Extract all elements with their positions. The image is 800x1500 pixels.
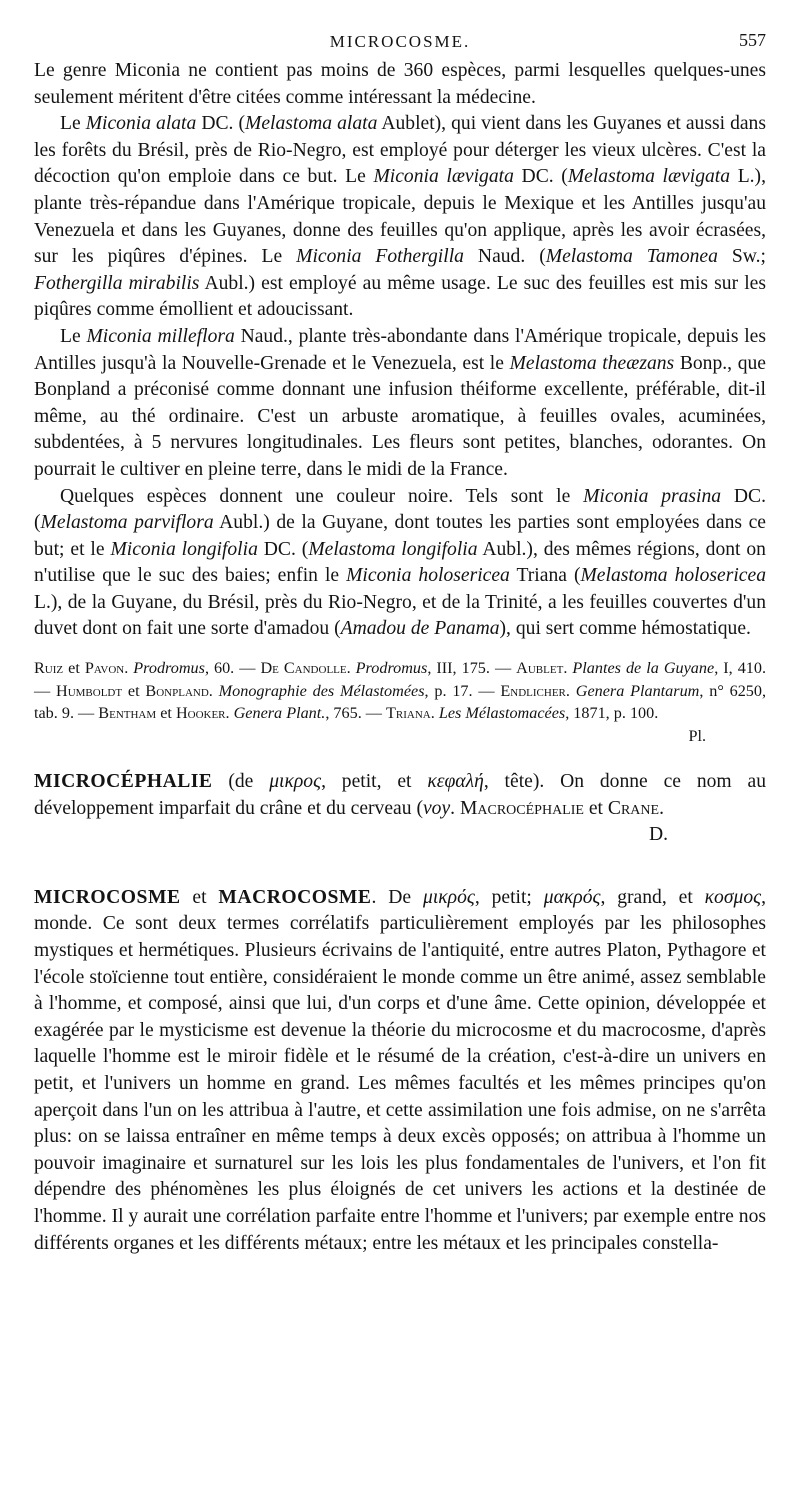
italic-term: Miconia longifolia (110, 538, 258, 560)
italic-term: Melastoma lævigata (567, 166, 731, 188)
italic-term: μικρος (269, 771, 322, 793)
text-run: Aubl.), des mêmes régions, dont on n'utilise que le suc des baies; enfin le (34, 538, 766, 587)
author-name: Humboldt (56, 681, 123, 700)
text-run: L.), plante très-répandue dans l'Amérique tropicale, depuis le Mexique et les Antilles jusqu'au Venezuela et dans les Guyanes, donne des feuilles qu'on applique, après les avoir écrasées, sur les piqûres d'épines. Le (34, 166, 766, 268)
text-run: . (225, 704, 234, 723)
author-signature: Pl. (688, 726, 706, 745)
italic-term: Amadou de Panama (340, 618, 500, 640)
italic-term: Miconia holosericea (346, 565, 510, 587)
italic-term: κοσμος (704, 886, 762, 908)
text-run: Bonp., que Bonpland a préconisé comme donnant une infusion théiforme excellente, préférable, dit-il même, au thé ordinaire. C'est un arbuste aromatique, à feuilles ovales, acuminées, subdentées, à 5 nervures longitudinales. Les fleurs sont petites, blanches, odorantes. On pourrait le cultiver en pleine terre, dans le midi de la France. (34, 352, 767, 480)
text-run: et (122, 681, 146, 700)
entry-title-microcephalie: MICROCÉPHALIE (34, 771, 213, 793)
italic-term: κεφαλή (427, 771, 484, 793)
italic-term: Melastoma alata (245, 113, 378, 135)
entry-gap (34, 849, 766, 863)
text-run: , grand, et (600, 886, 705, 908)
author-name: Triana (386, 704, 431, 723)
text-run: . De (371, 886, 423, 908)
entry-title-macrocosme: MACROCOSME (218, 886, 372, 908)
text-run: DC. ( (513, 166, 568, 188)
italic-term: Prodromus (133, 659, 205, 678)
running-title: MICROCOSME. (329, 32, 471, 51)
italic-term: Miconia Fothergilla (296, 246, 464, 268)
author-name: Aublet (516, 659, 564, 678)
text-run: Quelques espèces donnent une couleur noire. Tels sont le (60, 485, 584, 507)
text-run: . (563, 659, 573, 678)
entry-microcephalie (34, 769, 766, 849)
text-run: , tête). On donne ce nom au développement imparfait du crâne et du cerveau ( (34, 771, 766, 819)
paragraph-miconia-milleflora (34, 324, 766, 484)
author-name: Crane (607, 797, 660, 819)
page-number: 557 (739, 30, 766, 50)
paragraph-miconia-intro (34, 58, 766, 111)
italic-term: Melastoma parviflora (40, 512, 214, 534)
text-run: Naud., plante très-abondante dans l'Amérique tropicale, depuis les Antilles jusqu'à la Nouvelle-Grenade et le Venezuela, est le (34, 325, 766, 374)
text-run: Le (60, 325, 87, 347)
italic-term: Miconia lævigata (373, 166, 514, 188)
text-run: Aubl.) de la Guyane, dont toutes les parties sont employées dans ce but; et le (34, 512, 767, 560)
running-head (34, 28, 766, 58)
author-name: Hooker (175, 704, 226, 723)
paragraph-miconia-alata (34, 111, 766, 324)
italic-term: Fothergilla mirabilis (34, 272, 200, 294)
text-run: Le (60, 113, 86, 135)
italic-term: Miconia prasina (583, 485, 722, 507)
text-run: et (63, 659, 85, 678)
text-run: DC. ( (34, 485, 767, 534)
italic-term: Melastoma Tamonea (545, 246, 718, 268)
text-run: . (430, 704, 439, 723)
text-run: Naud. ( (463, 246, 546, 268)
text-run: , 1871, p. 100. (565, 704, 659, 723)
italic-term: Genera Plant. (233, 704, 326, 723)
text-run: , petit; (474, 886, 544, 908)
author-name: Ruiz (34, 659, 64, 678)
text-run: , I, 410. — (34, 659, 767, 700)
text-run: . (124, 659, 134, 678)
text-run: Le genre Miconia ne contient pas moins de 360 espèces, parmi lesquelles quelques-unes seulement méritent d'être citées comme intéressant la médecine. (34, 60, 766, 108)
entry-title-microcosme: MICROCOSME (34, 886, 181, 908)
text-run: L.), de la Guyane, du Brésil, près du Rio-Negro, et de la Trinité, a les feuilles couvertes d'un duvet dont on fait une sorte d'amadou ( (34, 591, 766, 640)
text-run: , III, 175. — (427, 659, 517, 678)
italic-term: Melastoma holosericea (580, 565, 766, 587)
text-run: , p. 17. — (424, 681, 501, 700)
paragraph-miconia-dyes (34, 484, 766, 644)
text-run: DC. ( (257, 538, 309, 560)
text-run: Sw.; (717, 246, 766, 268)
article-body (34, 58, 766, 1257)
author-name: Macrocéphalie (459, 797, 584, 819)
italic-term: Genera Plantarum (575, 681, 700, 700)
bibliography (34, 657, 766, 747)
author-signature-microcephalie: D. (648, 824, 668, 846)
text-run: . (450, 797, 460, 819)
italic-term: Miconia alata (85, 113, 197, 135)
italic-term: Monographie des Mélastomées (218, 681, 425, 700)
author-name: De Candolle (260, 659, 347, 678)
text-run: . (208, 681, 219, 700)
text-run: , petit, et (321, 771, 428, 793)
text-run: , n° 6250, tab. 9. — (34, 681, 767, 723)
entry-body-microcosme (34, 887, 766, 1254)
text-run: (de (212, 771, 270, 793)
italic-term: Melastoma longifolia (308, 538, 478, 560)
italic-term: μικρός (422, 886, 475, 908)
text-run: , 765. — (325, 704, 387, 723)
text-run: ), qui sert comme hémostatique. (499, 618, 751, 640)
text-run: et (583, 797, 608, 819)
author-name: Bonpland (145, 681, 209, 700)
italic-term: Melastoma theæzans (509, 352, 675, 374)
text-run: , 60. — (204, 659, 261, 678)
italic-term: Miconia milleflora (86, 325, 235, 347)
bibliography-text (34, 659, 766, 722)
italic-term: voy (422, 797, 451, 819)
italic-term: Les Mélastomacées (438, 704, 566, 723)
author-name: Pavon (84, 659, 125, 678)
entry-title-conjunction: et (180, 886, 219, 908)
text-run: et (156, 704, 176, 723)
italic-term: Prodromus (355, 659, 428, 678)
author-name: Bentham (98, 704, 157, 723)
text-run: Aubl.) est employé au même usage. Le suc des feuilles est mis sur les piqûres comme émollient et adoucissant. (34, 272, 766, 321)
italic-term: μακρός (543, 886, 601, 908)
text-run: DC. ( (196, 113, 246, 135)
text-run: Triana ( (509, 565, 581, 587)
author-name: Endlicher (500, 681, 566, 700)
entry-microcosme (34, 885, 766, 1257)
italic-term: Plantes de la Guyane (572, 659, 715, 678)
text-run: . (565, 681, 576, 700)
text-run: , monde. Ce sont deux termes corrélatifs particulièrement employés par les philosophes mystiques et hermétiques. Plusieurs écrivains de l'antiquité, entre autres Platon, Pythagore et l'école stoïcienne tout entière, considéraient le monde comme un être animé, assez semblable à l'homme, et composé, ainsi que lui, d'un corps et d'une âme. Cette opinion, développée et exagérée par le mysticisme est devenue la théorie du microcosme et du macrocosme, d'après laquelle l'homme est le miroir fidèle et le résumé de la création, c'est-à-dire un univers en petit, et l'univers un homme en grand. Les mêmes facultés et les mêmes principes qu'on aperçoit dans l'un on les attribua à l'autre, et cette assimilation une fois admise, on ne s'arrêta plus: on se laissa entraîner en même temps à deux excès opposés; on attribua à l'homme un pouvoir imaginaire et surnaturel sur les lois les plus fondamentales de l'univers, et l'on fit dépendre des phénomènes les plus éloignés de cet univers les actions et la destinée de l'homme. Il y aurait une corrélation parfaite entre l'homme et l'univers; par exemple entre nos différents organes et les différents métaux; entre les métaux et les principales constella- (34, 886, 767, 1254)
text-run: . (659, 797, 664, 819)
text-run: . (346, 659, 356, 678)
text-run: Aublet), qui vient dans les Guyanes et aussi dans les forêts du Brésil, près de Rio-Negro, est employé pour déterger les vieux ulcères. C'est la décoction qu'on emploie dans ce but. Le (34, 113, 766, 188)
